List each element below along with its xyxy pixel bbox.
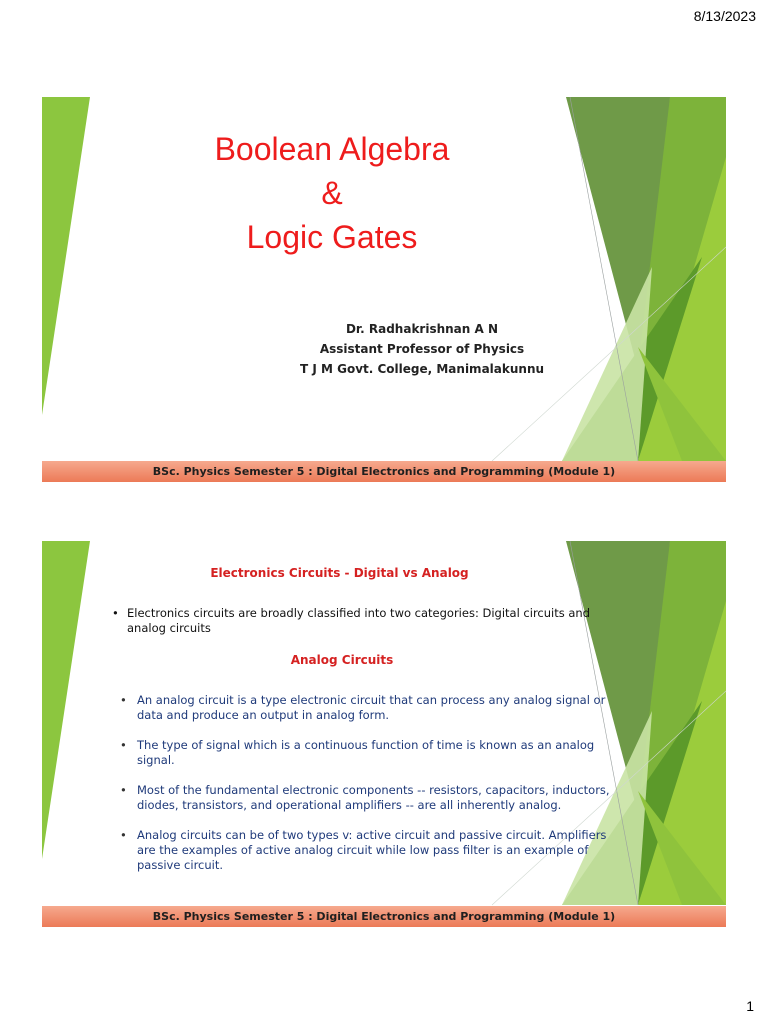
slide2-title: Electronics Circuits - Digital vs Analog — [210, 566, 469, 580]
bullet-list — [120, 693, 620, 888]
bullet-item-4: • Analog circuits can be of two types v: active circuit and passive circuit. Amplifiers are the examples of active analog circuit while low pass filter is an example of passive circuit. — [120, 828, 620, 873]
page-number: 1 — [746, 998, 754, 1014]
slide-analog — [42, 541, 726, 927]
author-block — [292, 319, 552, 379]
author-role: Assistant Professor of Physics — [319, 342, 525, 356]
title-line-3: Logic Gates — [246, 219, 418, 255]
slide2-footer: BSc. Physics Semester 5 : Digital Electronics and Programming (Module 1) — [42, 906, 726, 927]
title-line-2: & — [321, 175, 343, 211]
slide2-intro — [112, 606, 612, 636]
slide1-footer: BSc. Physics Semester 5 : Digital Electronics and Programming (Module 1) — [42, 461, 726, 482]
slide2-subheading: Analog Circuits — [290, 653, 394, 667]
bullet-item-2: • The type of signal which is a continuous function of time is known as an analog signal. — [120, 738, 620, 768]
page-date: 8/13/2023 — [693, 8, 756, 24]
author-college: T J M Govt. College, Manimalakunnu — [299, 362, 545, 376]
slide-title — [42, 97, 726, 482]
bullet-item-3: • Most of the fundamental electronic components -- resistors, capacitors, inductors, diodes, transistors, and operational amplifiers -- are all inherently analog. — [120, 783, 620, 813]
title-line-1: Boolean Algebra — [214, 131, 450, 167]
intro-line-2: analog circuits — [127, 621, 211, 635]
bullet-item-1: • An analog circuit is a type electronic circuit that can process any analog signal or data and produce an output in analog form. — [120, 693, 620, 723]
slide1-title — [152, 127, 512, 259]
intro-line-1: • Electronics circuits are broadly classified into two categories: Digital circuits and — [112, 606, 612, 621]
author-name: Dr. Radhakrishnan A N — [345, 322, 499, 336]
